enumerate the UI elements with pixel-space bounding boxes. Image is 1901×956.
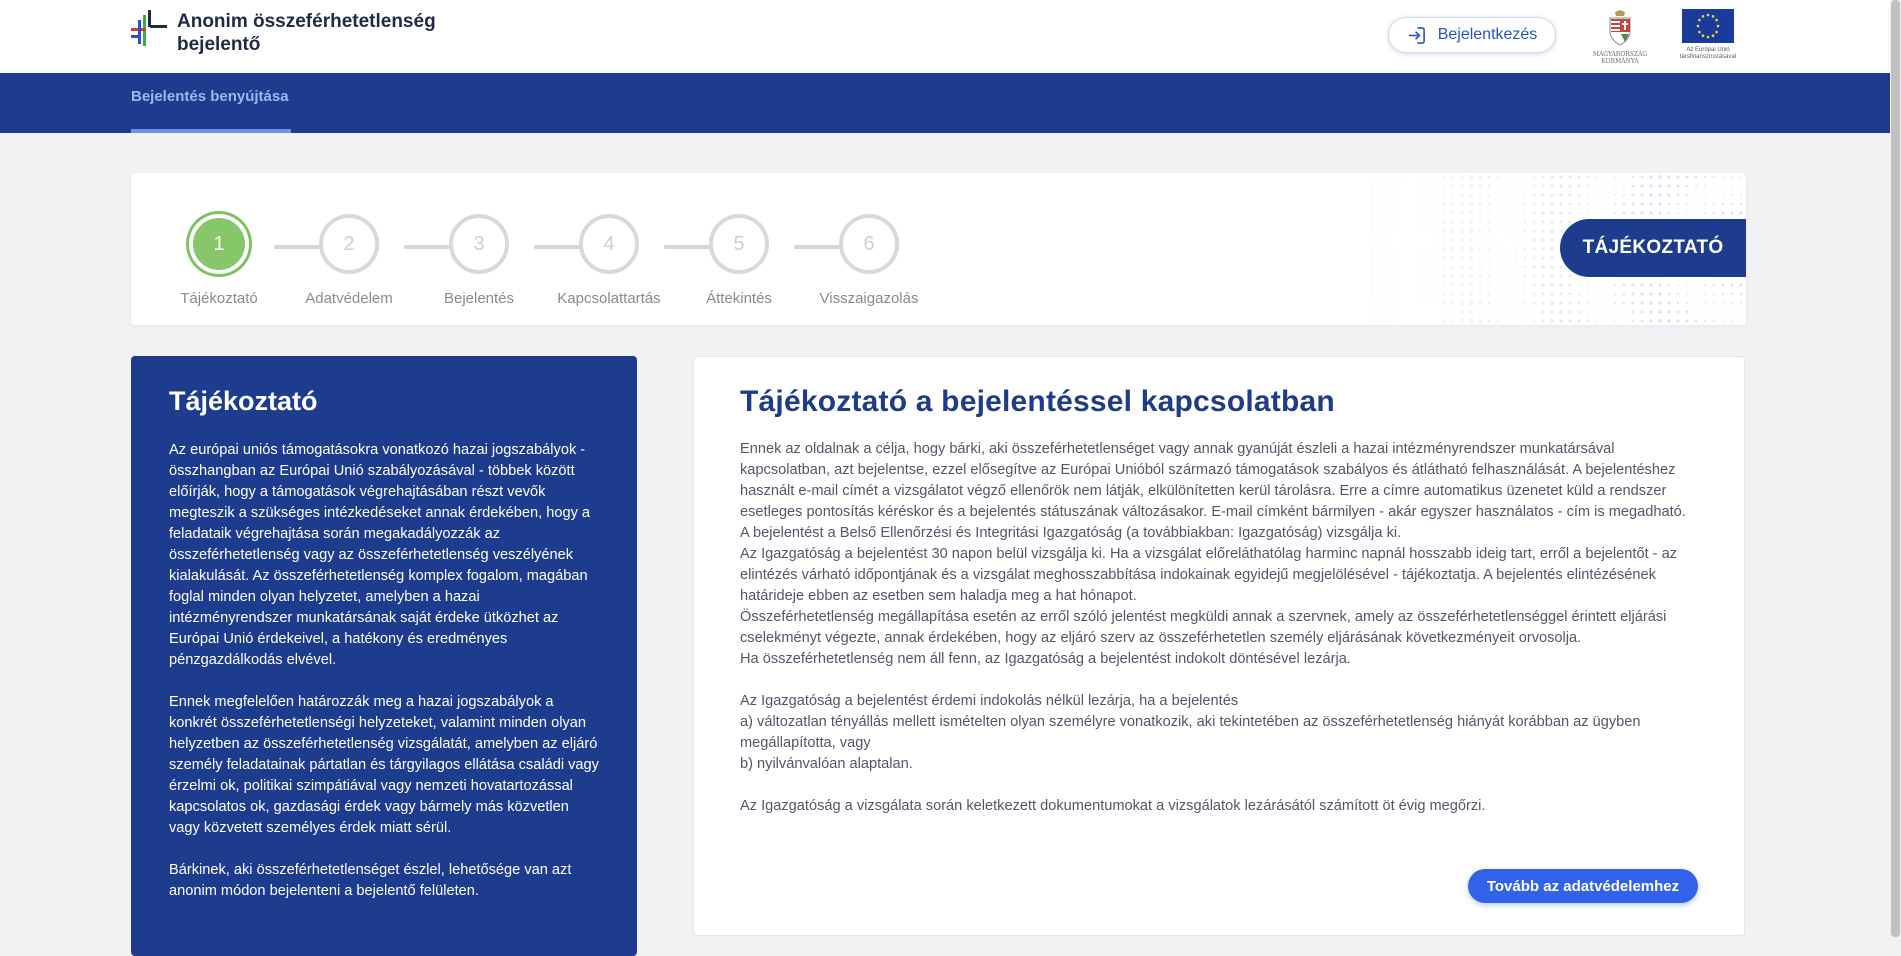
- step-4-label: Kapcsolattartás: [557, 290, 661, 307]
- step-3[interactable]: [409, 173, 549, 325]
- info-paragraph: Összeférhetetlenség megállapítása esetén az erről szóló jelentést megküldi annak a szervnek, amely az összeférhetetlenséggel érintett eljárási cselekményt végezte, annak érdekében, hogy az eljáró szerv az összeférhetetlen személy eljárásának következményeit orvosolja.: [740, 609, 1667, 646]
- step-6[interactable]: [799, 173, 939, 325]
- step-1-label: Tájékoztató: [180, 290, 258, 307]
- step-4[interactable]: [539, 173, 679, 325]
- step-5[interactable]: [669, 173, 809, 325]
- step-6-circle: 6: [839, 214, 899, 274]
- info-sidebar: [131, 356, 637, 956]
- scrollbar[interactable]: [1890, 0, 1901, 937]
- current-step-badge: TÁJÉKOZTATÓ: [1560, 219, 1746, 277]
- info-text: [740, 439, 1698, 817]
- step-1[interactable]: [149, 173, 289, 325]
- step-2[interactable]: [279, 173, 419, 325]
- app-logo-icon: [131, 10, 167, 46]
- gov-logo-line-2: KORMÁNYA: [1601, 58, 1639, 65]
- step-3-label: Bejelentés: [443, 290, 515, 307]
- stepper-card: [131, 173, 1746, 325]
- tab-submit-report-label: Bejelentés benyújtása: [131, 88, 289, 105]
- eu-logo-line-1: Az Európai Unió: [1686, 47, 1730, 53]
- step-5-circle: 5: [709, 214, 769, 274]
- step-4-circle: 4: [579, 214, 639, 274]
- eu-logo-line-2: társfinanszírozásával: [1679, 54, 1737, 60]
- info-paragraph: Az Igazgatóság a bejelentést érdemi indokolás nélkül lezárja, ha a bejelentés: [740, 693, 1239, 709]
- login-button[interactable]: [1388, 17, 1556, 53]
- sign-in-icon: [1407, 26, 1426, 45]
- step-6-label: Visszaigazolás: [819, 290, 919, 307]
- page-title: Tájékoztató a bejelentéssel kapcsolatban: [740, 385, 1335, 418]
- step-1-circle: 1: [189, 214, 249, 274]
- info-paragraph: Ha összeférhetetlenség nem áll fenn, az Igazgatóság a bejelentést indokolt döntésével lezárja.: [740, 651, 1351, 667]
- main-content-card: [693, 356, 1745, 936]
- info-list-item: a) változatlan tényállás mellett ismételten olyan személyre vonatkozik, aki tekintetében az összeférhetetlenség hiányát korábban az ügyben megállapította, vagy: [740, 714, 1641, 751]
- eu-logo: [1672, 9, 1744, 63]
- coat-of-arms-icon: [1607, 10, 1633, 46]
- scrollbar-thumb[interactable]: [1891, 0, 1900, 937]
- tab-submit-report[interactable]: [131, 73, 291, 133]
- info-paragraph: Az Igazgatóság a bejelentést 30 napon belül vizsgálja ki. Ha a vizsgálat előreláthatólag harminc napnál hosszabb ideig tart, erről a bejelentőt - az elintézés várható időpontjának és a vizsgálat meghosszabbítása indokainak egyidejű megjelölésével - tájékoztatja. A bejelentés elintézésének határideje ebben az esetben sem haladja meg a hat hónapot.: [740, 546, 1678, 604]
- sidebar-paragraph: Bárkinek, aki összeférhetetlenséget észlel, lehetősége van azt anonim módon bejelenteni a bejelentő felületen.: [169, 862, 572, 899]
- nav-bar: [0, 73, 1890, 133]
- info-paragraph: Az Igazgatóság a vizsgálata során keletkezett dokumentumokat a vizsgálatok lezárásától számított öt évig megőrzi.: [740, 798, 1486, 814]
- step-3-circle: 3: [449, 214, 509, 274]
- sidebar-title: Tájékoztató: [169, 386, 318, 416]
- eu-flag-icon: [1682, 9, 1734, 43]
- login-label: Bejelentkezés: [1437, 26, 1538, 43]
- step-2-label: Adatvédelem: [305, 290, 393, 307]
- sidebar-paragraph: Ennek megfelelően határozzák meg a hazai jogszabályok a konkrét összeférhetetlenségi helyzeteket, valamint minden olyan helyzetben az összeférhetetlenség vizsgálatát, amelyben az eljáró személy feladatainak pártatlan és tárgyilagos ellátása családi vagy érzelmi ok, politikai szimpátiával vagy nemzeti hovatartozással kapcsolatos ok, gazdasági érdek vagy bármely más közvetlen vagy közvetett személyes érdek miatt sérül.: [169, 694, 599, 836]
- government-logo: [1592, 10, 1648, 65]
- step-2-circle: 2: [319, 214, 379, 274]
- app-header: [0, 0, 1890, 73]
- info-list-item: b) nyilvánvalóan alaptalan.: [740, 756, 913, 772]
- info-paragraph: A bejelentést a Belső Ellenőrzési és Integritási Igazgatóság (a továbbiakban: Igazgatóság) vizsgálja ki.: [740, 525, 1402, 541]
- next-to-privacy-button[interactable]: Tovább az adatvédelemhez: [1468, 869, 1698, 903]
- step-5-label: Áttekintés: [706, 290, 772, 307]
- gov-logo-line-1: MAGYARORSZÁG: [1592, 51, 1648, 58]
- info-paragraph: Ennek az oldalnak a célja, hogy bárki, aki összeférhetetlenséget vagy annak gyanúját észleli a hazai intézményrendszer munkatársával kapcsolatban, azt bejelentse, ezzel elősegítve az Európai Unióból származó támogatások szabályos és átlátható felhasználását. A bejelentéshez használt e-mail címét a vizsgálatot végző ellenőrök nem látják, elkülönítetten kerül tárolásra. Erre a címre automatikus üzenetet küld a rendszer esetleges pontosítás kéréskor és a bejelentés státuszának változásakor. E-mail címként bármilyen - akár egyszer használatos - cím is megadható.: [740, 441, 1686, 520]
- app-title: Anonim összeférhetetlenség bejelentő: [177, 11, 436, 55]
- sidebar-paragraph: Az európai uniós támogatásokra vonatkozó hazai jogszabályok - összhangban az Európai Unió szabályozásával - többek között előírják, hogy a támogatások végrehajtásában részt vevők megteszik a szükséges intézkedéseket annak érdekében, hogy a feladataik végrehajtása során megakadályozzák az összeférhetetlenség vagy az összeférhetetlenség veszélyének kialakulását. Az összeférhetetlenség komplex fogalom, magában foglal minden olyan helyzetet, amelyben a hazai intézményrendszer munkatársának saját érdeke ütközhet az Európai Unió érdekeivel, a hatékony és eredményes pénzgazdálkodás elvével.: [169, 442, 591, 668]
